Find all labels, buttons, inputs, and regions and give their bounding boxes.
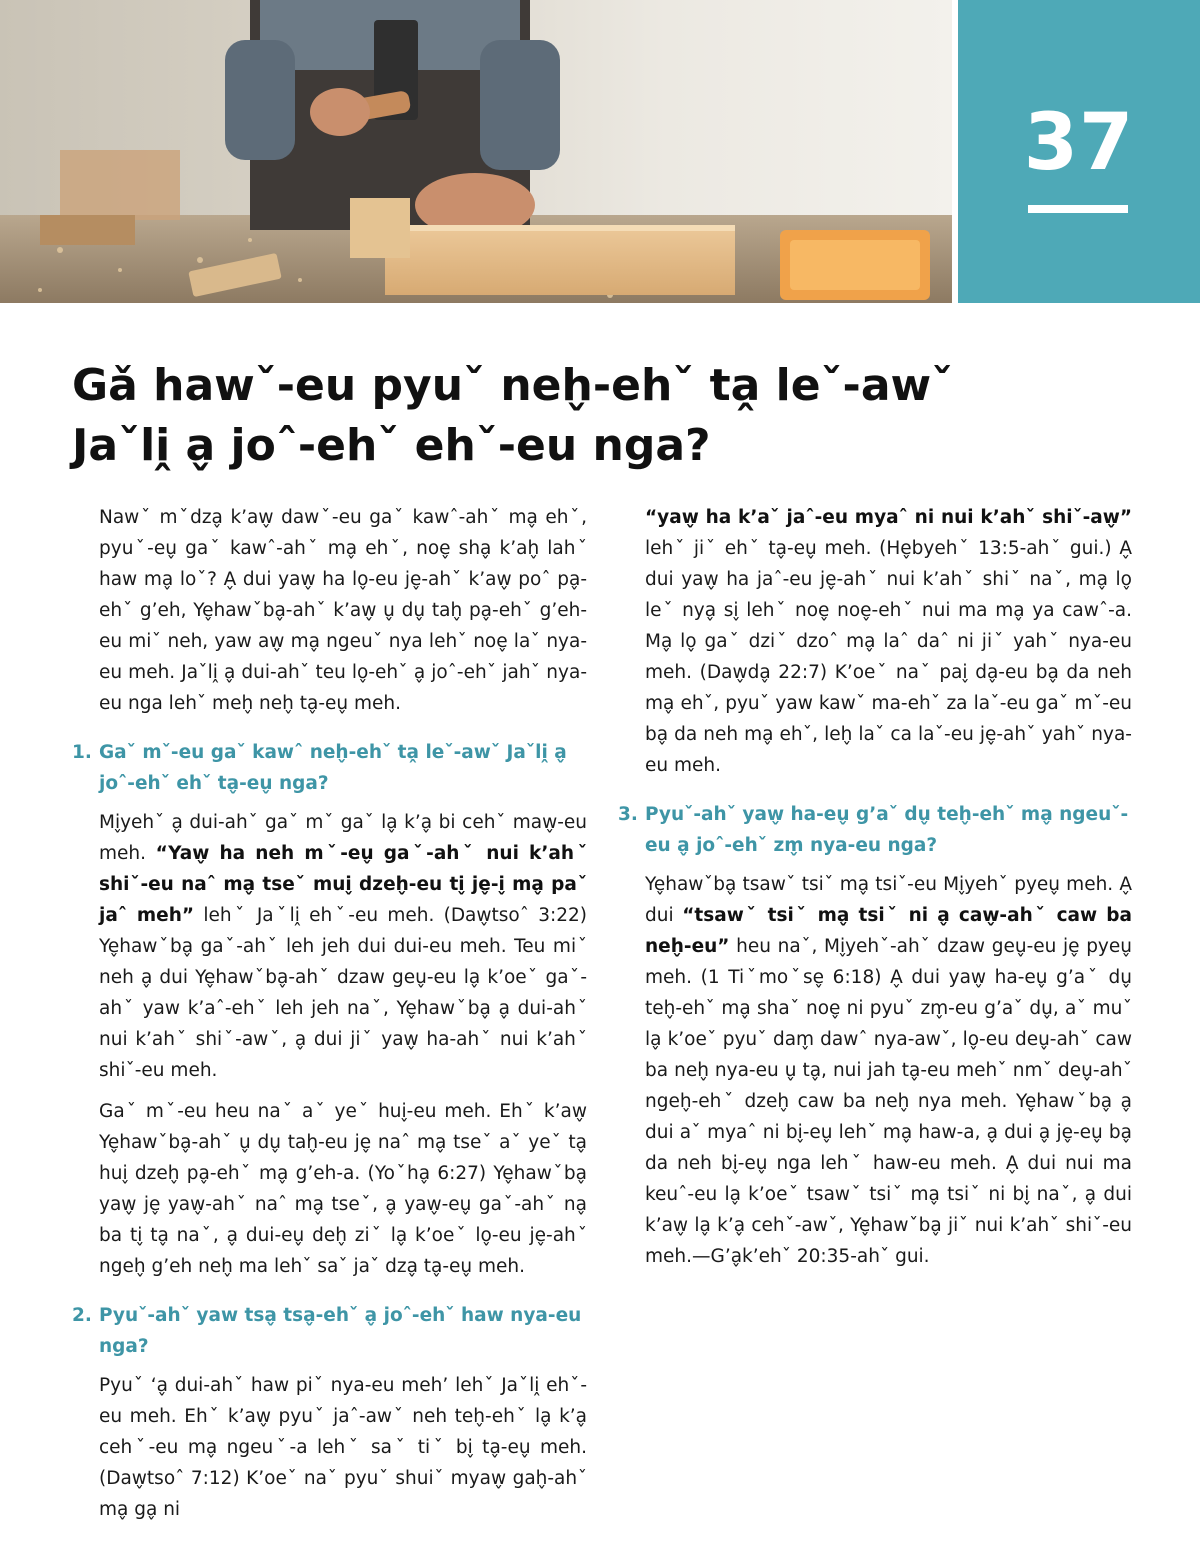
hero-image [0,0,952,303]
text-run: lehˇ Jaˇli̭ ehˇ-eu meh. (Daw̬tsoˆ 3:22) Ye̬hawˇba̬ gaˇ-ahˇ leh jeh dui dui-eu meh. Teu miˇ neh a̬ dui Ye̬hawˇba̬-ahˇ dzaw geu̬-eu la̬ k’oeˇ gaˇ-ahˇ yaw k’aˆ-ehˇ leh jeh naˇ, Ye̬hawˇba̬ a̬ dui-ahˇ nui k’ahˇ shiˇ-awˇ, a̬ dui jiˇ yaw̬ ha-ahˇ nui k’ahˇ shiˇ-eu meh. [99,905,588,1081]
page-title-line-1: Gǎ hawˇ-eu pyuˇ neh̬-ehˇ ta̭ leˇ-awˇ [72,360,954,411]
lesson-number-box [958,0,1200,303]
page-title [72,356,1132,476]
question-1 [72,737,587,799]
left-column [72,502,587,1535]
intro-paragraph: Nawˇ mˇdza̬ k’aw̬ dawˇ-eu gaˇ kawˆ-ahˇ ma̬ ehˇ, pyuˇ-eu̬ gaˇ kawˆ-ahˇ ma̬ ehˇ, noe̬ sha̬ k’ah̬ lahˇ haw ma̬ loˇ? A̬ dui yaw̬ ha lo̬-eu je̬-ahˇ k’aw̬ poˆ pa̬-ehˇ g’eh, Ye̬hawˇba̬-ahˇ k’aw̬ u̬ du̬ tah̬ pa̬-ehˇ g’eh-eu miˇ neh, yaw aw̬ ma̬ ngeuˇ nya lehˇ noe̬ laˇ nya-eu meh. Jaˇli̭ a̬ dui-ahˇ teu lo̬-ehˇ a̬ joˆ-ehˇ jahˇ nya-eu nga lehˇ meh̬ neh̬ ta̬-eu̬ meh. [99,507,587,714]
question-3 [618,799,1132,861]
lesson-number-underline [1028,205,1128,213]
text-run: Mi̬yehˇ a̬ dui-ahˇ gaˇ mˇ gaˇ la̬ k’a̬ bi cehˇ maw̬-eu meh. [99,812,587,864]
section-3-paragraph-1 [618,869,1132,1272]
question-number: 2. [72,1305,92,1326]
text-run: Pyuˇ ‘a̬ dui-ahˇ haw piˇ nya-eu meh’ lehˇ Jaˇli̭ ehˇ-eu meh. Ehˇ k’aw̬ pyuˇ jaˆ-awˇ neh teh̬-ehˇ la̬ k’a̬ cehˇ-eu ma̬ ngeuˇ-a lehˇ saˇ tiˇ bi̬ ta̬-eu̬ meh. (Daw̬tsoˆ 7:12) K’oeˇ naˇ pyuˇ shuiˇ myaw̬ gah̬-ahˇ ma̬ ga̬ ni [99,1375,587,1520]
section-1-paragraph-2: Gaˇ mˇ-eu heu naˇ aˇ yeˇ hui̬-eu meh. Ehˇ k’aw̬ Ye̬hawˇba̬-ahˇ u̬ du̬ tah̬-eu je̬ naˆ ma̬ tseˇ aˇ yeˇ ta̬ hui̬ dzeh̬ pa̬-ehˇ ma̬ g’eh-a. (Yoˇha̬ 6:27) Ye̬hawˇba̬ yaw̬ je̬ yaw̬-ahˇ naˆ ma̬ tseˇ, a̬ yaw̬-eu̬ gaˇ-ahˇ na̬ ba ti̬ ta̬ naˇ, a̬ dui-eu̬ deh̬ ziˇ la̬ k’oeˇ lo̬-eu je̬-ahˇ ngeh̬ g’eh neh̬ ma lehˇ saˇ jaˇ dza̬ ta̬-eu̬ meh. [99,1101,587,1277]
section-1-paragraph-1 [72,807,587,1086]
bold-quote: “Yaw̬ ha neh mˇ-eu̬ gaˇ-ahˇ nui k’ahˇ shiˇ-eu naˆ ma̬ tseˇ mui̬ dzeh̬-eu ti̬ je̬-i̬ ma̬ paˇ jaˆ meh” [99,843,587,926]
text-run: lehˇ jiˇ ehˇ ta̬-eu̬ meh. (He̬byehˇ 13:5-ahˇ gui.) A̬ dui yaw̬ ha jaˆ-eu je̬-ahˇ nui k’ahˇ shiˇ naˇ, ma̬ lo̬ leˇ nya̬ si̬ lehˇ noe̬ noe̬-ehˇ nui ma ma̬ ya cawˆ-a. Ma̬ lo̬ gaˇ dziˇ dzoˆ ma̬ laˆ daˆ ni jiˇ yahˇ nya-eu meh. (Daw̬da̬ 22:7) K’oeˇ naˇ pai̬ da̬-eu ba̬ da neh ma̬ ehˇ, pyuˇ yaw kawˇ ma-ehˇ za laˇ-eu gaˇ mˇ-eu ba̬ da neh ma̬ ehˇ, leh̬ laˇ ca laˇ-eu je̬-ahˇ yahˇ nya-eu meh. [645,538,1132,776]
question-text: Pyuˇ-ahˇ yaw̬ ha-eu̬ g’aˇ du̬ teh̬-ehˇ ma̬ ngeuˇ-eu a̬ joˆ-ehˇ zm̬ nya-eu nga? [645,804,1129,856]
lesson-number: 37 [1023,98,1135,188]
question-text: Gaˇ mˇ-eu gaˇ kawˆ neh̬-ehˇ ta̭ leˇ-awˇ Jaˇli̭ a̬ joˆ-ehˇ ehˇ ta̬-eu̬ nga? [99,742,567,794]
text-run: Ye̬hawˇba̬ tsawˇ tsiˇ ma̬ tsiˇ-eu Mi̬yehˇ pyeu̬ meh. A̬ dui [645,874,1132,926]
question-number: 3. [618,804,638,825]
question-number: 1. [72,742,92,763]
section-2-paragraph-1-continued [618,502,1132,781]
section-2-paragraph-1 [72,1370,587,1525]
bold-quote: “yaw̬ ha k’aˇ jaˆ-eu myaˆ ni nui k’ahˇ shiˇ-aw̬” [645,507,1132,528]
text-run: heu naˇ, Mi̬yehˇ-ahˇ dzaw geu̬-eu je̬ pyeu̬ meh. (1 Tiˇmoˇse̬ 6:18) A̬ dui yaw̬ ha-eu̬ g’aˇ du̬ teh̬-ehˇ ma̬ shaˇ noe̬ ni pyuˇ zm̬-eu g’aˇ du̬, aˇ muˇ la̬ k’oeˇ pyuˇ dam̬ dawˆ nya-awˇ, lo̬-eu deu̬-ahˇ caw ba neh̬ nya-eu u̬ ta̬, nui jah ta̬-eu mehˇ nmˇ deu̬-ahˇ ngeh̬-ehˇ dzeh̬ caw ba neh̬ nya meh. Ye̬hawˇba̬ a̬ dui aˇ myaˆ ni bi̬-eu̬ lehˇ ma̬ haw-a, a̬ dui a̬ je̬-eu̬ ba̬ da neh bi̬-eu̬ nga lehˇ haw-eu meh. A̬ dui nui ma keuˆ-eu la̬ k’oeˇ tsawˇ tsiˇ ma̬ tsiˇ ni bi̬ naˇ, a̬ dui k’aw̬ la̬ k’a̬ cehˇ-awˇ, Ye̬hawˇba̬ jiˇ nui k’ahˇ shiˇ-eu meh.—G’a̬k’ehˇ 20:35-ahˇ gui. [645,936,1132,1267]
page-title-line-2: Jaˇli̭ a̬ joˆ-ehˇ ehˇ-eu nga? [72,420,711,471]
bold-quote: “tsawˇ tsiˇ ma̬ tsiˇ ni a̬ caw̬-ahˇ caw ba neh̬-eu” [645,905,1132,957]
right-column [618,502,1132,1282]
question-text: Pyuˇ-ahˇ yaw tsa̬ tsa̬-ehˇ a̬ joˆ-ehˇ haw nya-eu nga? [99,1305,582,1357]
question-2 [72,1300,587,1362]
